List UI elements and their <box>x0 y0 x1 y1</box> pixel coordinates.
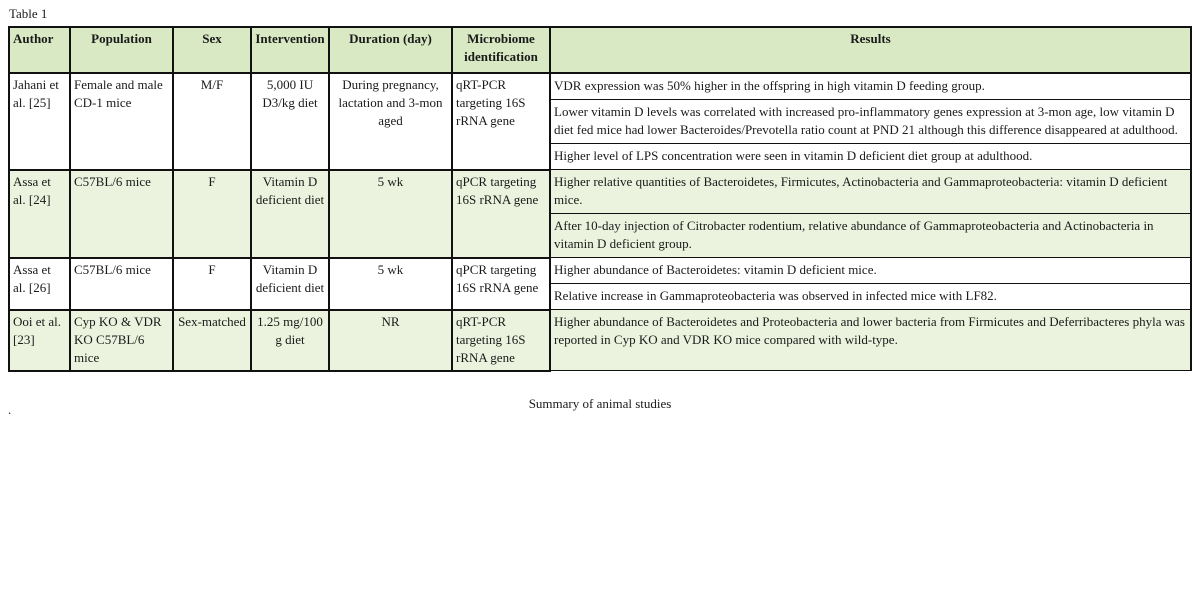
header-results: Results <box>550 27 1191 73</box>
table-row <box>9 258 1191 284</box>
cell-microbiome: qRT-PCR targeting 16S rRNA gene <box>452 310 550 371</box>
header-microbiome-line2: identification <box>464 49 538 64</box>
header-sex: Sex <box>173 27 251 73</box>
cell-result: Higher level of LPS concentration were seen in vitamin D deficient diet group at adulthood. <box>550 144 1191 170</box>
cell-author: Jahani et al. [25] <box>9 73 70 170</box>
cell-result: Higher abundance of Bacteroidetes: vitamin D deficient mice. <box>550 258 1191 284</box>
studies-table <box>8 26 1192 372</box>
cell-sex: F <box>173 258 251 310</box>
header-population: Population <box>70 27 173 73</box>
cell-author: Assa et al. [24] <box>9 170 70 258</box>
table-row <box>9 170 1191 214</box>
table-label: Table 1 <box>9 6 48 21</box>
cell-sex: F <box>173 170 251 258</box>
cell-sex: Sex-matched <box>173 310 251 371</box>
cell-result: VDR expression was 50% higher in the offspring in high vitamin D feeding group. <box>550 73 1191 100</box>
cell-intervention: Vitamin D deficient diet <box>251 170 329 258</box>
cell-population: C57BL/6 mice <box>70 258 173 310</box>
table-row <box>9 310 1191 371</box>
cell-author: Ooi et al. [23] <box>9 310 70 371</box>
cell-microbiome: qPCR targeting 16S rRNA gene <box>452 170 550 258</box>
cell-intervention: 5,000 IU D3/kg diet <box>251 73 329 170</box>
cell-author: Assa et al. [26] <box>9 258 70 310</box>
header-duration: Duration (day) <box>329 27 452 73</box>
cell-result: Lower vitamin D levels was correlated with increased pro-inflammatory genes expression at 3-mon age, low vitamin D diet fed mice had lower Bacteroides/Prevotella ratio count at PND 21 although this difference disappeared at adulthood. <box>550 100 1191 144</box>
header-author: Author <box>9 27 70 73</box>
footnote-mark: . <box>8 402 12 417</box>
cell-result: Higher relative quantities of Bacteroidetes, Firmicutes, Actinobacteria and Gammaproteobacteria: vitamin D deficient mice. <box>550 170 1191 214</box>
cell-population: Female and male CD-1 mice <box>70 73 173 170</box>
cell-duration: NR <box>329 310 452 371</box>
header-intervention: Intervention <box>251 27 329 73</box>
header-row <box>9 27 1191 73</box>
cell-result: After 10-day injection of Citrobacter rodentium, relative abundance of Gammaproteobacteria and Actinobacteria in vitamin D deficient group. <box>550 214 1191 258</box>
cell-duration: 5 wk <box>329 258 452 310</box>
cell-population: Cyp KO & VDR KO C57BL/6 mice <box>70 310 173 371</box>
cell-intervention: 1.25 mg/100 g diet <box>251 310 329 371</box>
table-row <box>9 73 1191 100</box>
cell-duration: During pregnancy, lactation and 3-mon aged <box>329 73 452 170</box>
cell-result: Higher abundance of Bacteroidetes and Proteobacteria and lower bacteria from Firmicutes and Deferribacteres phyla was reported in Cyp KO and VDR KO mice compared with wild-type. <box>550 310 1191 371</box>
cell-duration: 5 wk <box>329 170 452 258</box>
cell-population: C57BL/6 mice <box>70 170 173 258</box>
cell-intervention: Vitamin D deficient diet <box>251 258 329 310</box>
cell-microbiome: qRT-PCR targeting 16S rRNA gene <box>452 73 550 170</box>
header-microbiome <box>452 27 550 73</box>
cell-result: Relative increase in Gammaproteobacteria was observed in infected mice with LF82. <box>550 284 1191 310</box>
cell-sex: M/F <box>173 73 251 170</box>
cell-microbiome: qPCR targeting 16S rRNA gene <box>452 258 550 310</box>
table-caption: Summary of animal studies <box>528 396 672 411</box>
header-microbiome-line1: Microbiome <box>467 31 535 46</box>
